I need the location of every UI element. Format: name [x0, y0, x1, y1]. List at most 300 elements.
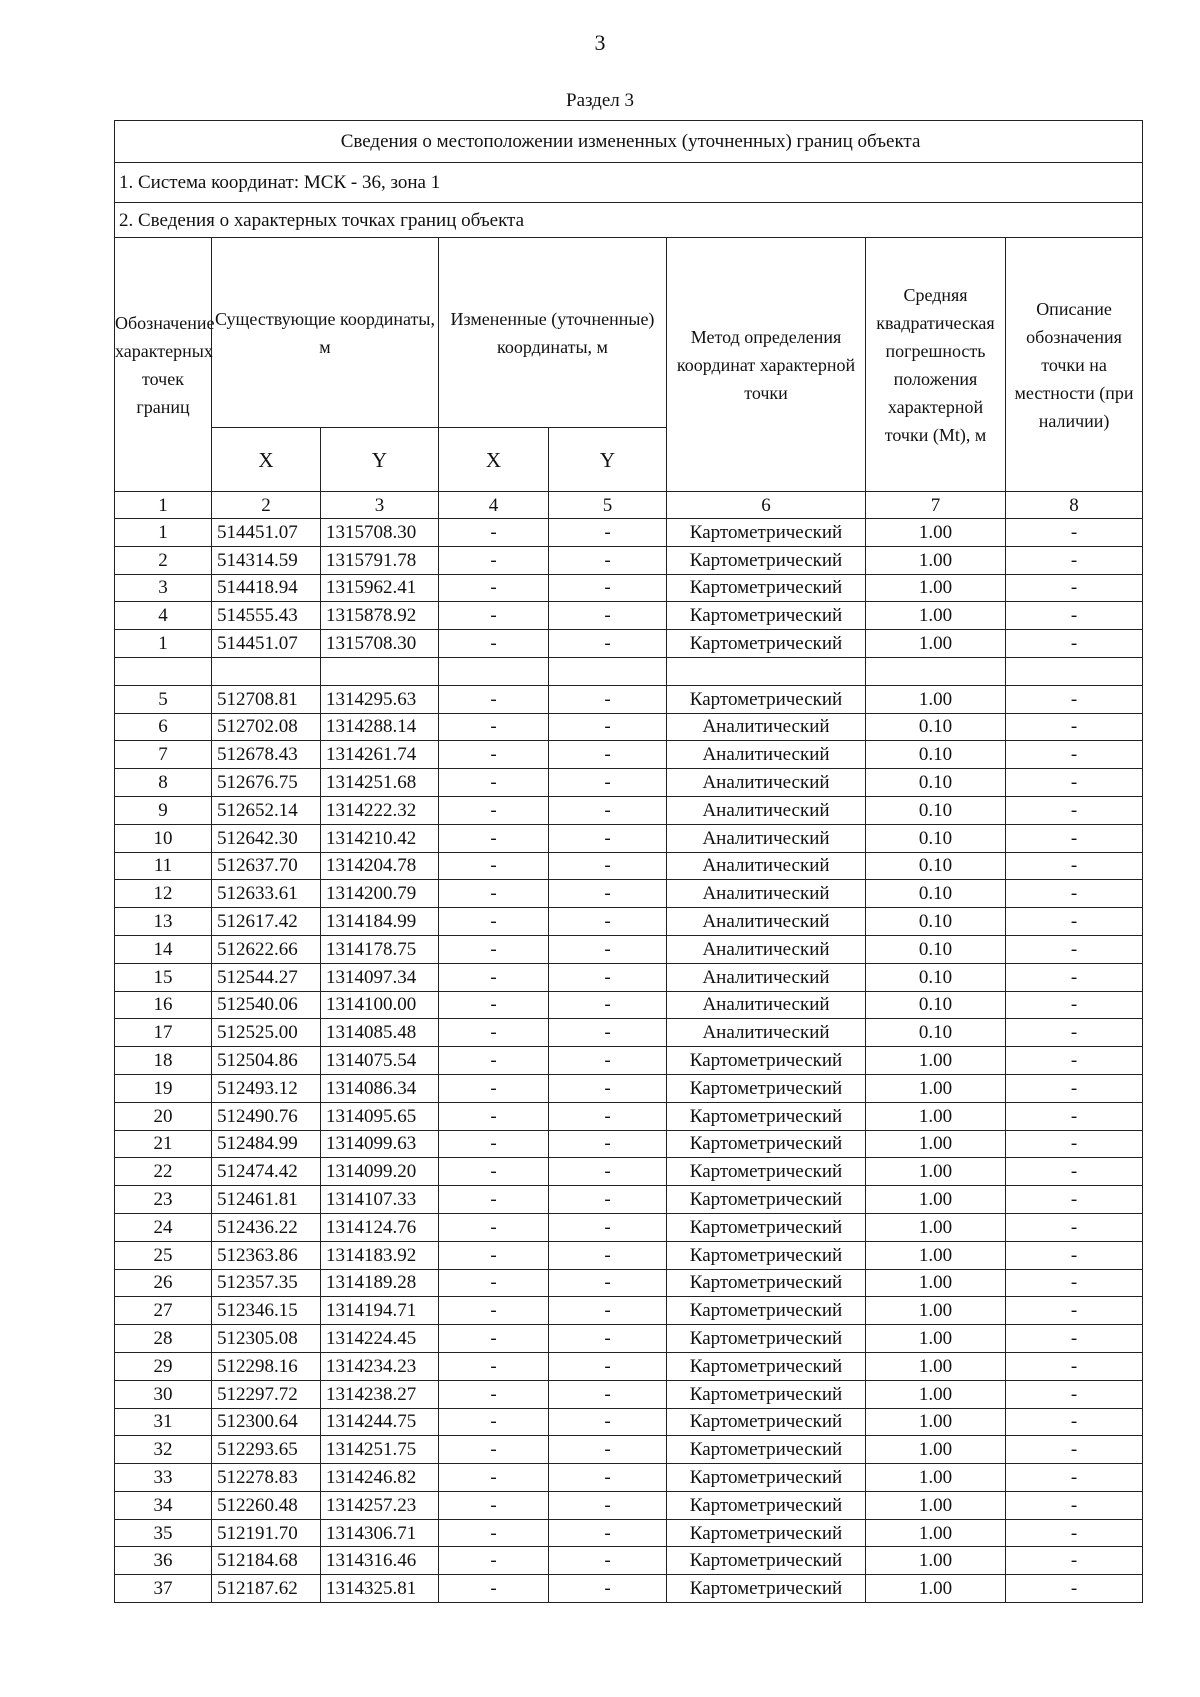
changed-x-cell: - [439, 1380, 549, 1408]
description-cell: - [1006, 796, 1143, 824]
changed-y-cell: - [549, 1186, 667, 1214]
description-cell: - [1006, 1436, 1143, 1464]
method-cell: Аналитический [667, 824, 866, 852]
error-cell: 1.00 [866, 1352, 1006, 1380]
point-number-cell: 12 [115, 880, 212, 908]
changed-x-cell: - [439, 935, 549, 963]
column-number: 2 [212, 492, 321, 519]
existing-x-cell: 512504.86 [212, 1047, 321, 1075]
description-cell: - [1006, 602, 1143, 630]
description-cell [1006, 657, 1143, 685]
changed-x-cell: - [439, 741, 549, 769]
table-row [115, 1325, 1143, 1353]
method-cell: Картометрический [667, 1213, 866, 1241]
point-number-cell: 30 [115, 1380, 212, 1408]
description-cell: - [1006, 1241, 1143, 1269]
changed-x-cell: - [439, 880, 549, 908]
header-point-designation: Обозначение характерных точек границ [115, 238, 212, 492]
point-number-cell: 31 [115, 1408, 212, 1436]
method-cell: Картометрический [667, 1380, 866, 1408]
table-row [115, 1436, 1143, 1464]
point-number-cell: 25 [115, 1241, 212, 1269]
error-cell: 1.00 [866, 1241, 1006, 1269]
point-number-cell: 18 [115, 1047, 212, 1075]
existing-x-cell: 512297.72 [212, 1380, 321, 1408]
method-cell: Картометрический [667, 546, 866, 574]
changed-x-cell: - [439, 1074, 549, 1102]
existing-y-cell: 1314194.71 [321, 1297, 439, 1325]
existing-x-cell: 514418.94 [212, 574, 321, 602]
table-row [115, 1130, 1143, 1158]
method-cell: Картометрический [667, 1130, 866, 1158]
method-cell: Картометрический [667, 1325, 866, 1353]
method-cell: Картометрический [667, 574, 866, 602]
error-cell: 0.10 [866, 741, 1006, 769]
existing-x-cell: 512622.66 [212, 935, 321, 963]
table-row [115, 1380, 1143, 1408]
point-number-cell: 9 [115, 796, 212, 824]
changed-x-cell: - [439, 630, 549, 658]
point-number-cell: 1 [115, 519, 212, 547]
point-number-cell: 19 [115, 1074, 212, 1102]
description-cell: - [1006, 1325, 1143, 1353]
table-row [115, 1491, 1143, 1519]
description-cell: - [1006, 1269, 1143, 1297]
table-row [115, 1158, 1143, 1186]
changed-x-cell: - [439, 519, 549, 547]
existing-x-cell: 512305.08 [212, 1325, 321, 1353]
error-cell: 1.00 [866, 1269, 1006, 1297]
changed-x-cell: - [439, 824, 549, 852]
existing-x-cell: 512260.48 [212, 1491, 321, 1519]
table-row [115, 880, 1143, 908]
table-row [115, 1102, 1143, 1130]
point-number-cell: 11 [115, 852, 212, 880]
error-cell: 1.00 [866, 630, 1006, 658]
error-cell: 1.00 [866, 1464, 1006, 1492]
changed-y-cell: - [549, 1325, 667, 1353]
description-cell: - [1006, 1297, 1143, 1325]
method-cell [667, 657, 866, 685]
method-cell: Аналитический [667, 852, 866, 880]
header-existing-x: X [212, 428, 321, 492]
existing-y-cell: 1314100.00 [321, 991, 439, 1019]
description-cell: - [1006, 852, 1143, 880]
method-cell: Аналитический [667, 713, 866, 741]
existing-x-cell: 512702.08 [212, 713, 321, 741]
table-row [115, 602, 1143, 630]
changed-x-cell: - [439, 602, 549, 630]
existing-x-cell: 512652.14 [212, 796, 321, 824]
error-cell: 0.10 [866, 991, 1006, 1019]
method-cell: Картометрический [667, 602, 866, 630]
table-row [115, 546, 1143, 574]
changed-y-cell: - [549, 908, 667, 936]
error-cell: 1.00 [866, 1325, 1006, 1353]
changed-y-cell: - [549, 1158, 667, 1186]
error-cell: 1.00 [866, 1186, 1006, 1214]
method-cell: Картометрический [667, 1186, 866, 1214]
error-cell: 1.00 [866, 1074, 1006, 1102]
method-cell: Аналитический [667, 880, 866, 908]
existing-x-cell [212, 657, 321, 685]
error-cell: 0.10 [866, 852, 1006, 880]
existing-y-cell: 1314251.75 [321, 1436, 439, 1464]
changed-y-cell: - [549, 824, 667, 852]
changed-y-cell: - [549, 991, 667, 1019]
description-cell: - [1006, 1186, 1143, 1214]
changed-x-cell: - [439, 1436, 549, 1464]
changed-x-cell: - [439, 1158, 549, 1186]
header-changed-x: X [439, 428, 549, 492]
table-row [115, 769, 1143, 797]
error-cell: 1.00 [866, 1547, 1006, 1575]
table-row [115, 852, 1143, 880]
error-cell: 1.00 [866, 602, 1006, 630]
existing-x-cell: 512474.42 [212, 1158, 321, 1186]
existing-y-cell: 1314222.32 [321, 796, 439, 824]
changed-y-cell: - [549, 685, 667, 713]
changed-y-cell: - [549, 1547, 667, 1575]
description-cell: - [1006, 713, 1143, 741]
point-number-cell: 21 [115, 1130, 212, 1158]
existing-x-cell: 512493.12 [212, 1074, 321, 1102]
method-cell: Аналитический [667, 963, 866, 991]
existing-y-cell: 1314257.23 [321, 1491, 439, 1519]
error-cell: 0.10 [866, 880, 1006, 908]
method-cell: Картометрический [667, 1464, 866, 1492]
description-cell: - [1006, 741, 1143, 769]
changed-y-cell: - [549, 574, 667, 602]
error-cell: 1.00 [866, 574, 1006, 602]
existing-y-cell: 1315962.41 [321, 574, 439, 602]
method-cell: Аналитический [667, 796, 866, 824]
existing-y-cell: 1314107.33 [321, 1186, 439, 1214]
changed-y-cell: - [549, 519, 667, 547]
description-cell: - [1006, 991, 1143, 1019]
changed-x-cell: - [439, 963, 549, 991]
method-cell: Картометрический [667, 1269, 866, 1297]
description-cell: - [1006, 935, 1143, 963]
description-cell: - [1006, 1213, 1143, 1241]
existing-y-cell: 1314097.34 [321, 963, 439, 991]
existing-x-cell: 512617.42 [212, 908, 321, 936]
existing-y-cell: 1314210.42 [321, 824, 439, 852]
changed-x-cell: - [439, 991, 549, 1019]
existing-y-cell: 1314184.99 [321, 908, 439, 936]
existing-x-cell: 512637.70 [212, 852, 321, 880]
method-cell: Аналитический [667, 741, 866, 769]
header-changed-coords: Измененные (уточненные) координаты, м [439, 238, 667, 428]
existing-y-cell: 1315878.92 [321, 602, 439, 630]
column-number: 6 [667, 492, 866, 519]
existing-y-cell: 1314204.78 [321, 852, 439, 880]
changed-x-cell: - [439, 769, 549, 797]
header-error: Средняя квадратическая погрешность положения характерной точки (Mt), м [866, 238, 1006, 492]
point-number-cell: 22 [115, 1158, 212, 1186]
changed-y-cell: - [549, 1047, 667, 1075]
method-cell: Картометрический [667, 1436, 866, 1464]
table-row [115, 908, 1143, 936]
error-cell: 1.00 [866, 685, 1006, 713]
method-cell: Картометрический [667, 1297, 866, 1325]
point-number-cell: 27 [115, 1297, 212, 1325]
table-row [115, 1519, 1143, 1547]
table-title: Сведения о местоположении измененных (уточненных) границ объекта [115, 121, 1143, 163]
changed-y-cell: - [549, 1241, 667, 1269]
error-cell: 1.00 [866, 1519, 1006, 1547]
method-cell: Аналитический [667, 1019, 866, 1047]
existing-y-cell: 1314085.48 [321, 1019, 439, 1047]
method-cell: Аналитический [667, 991, 866, 1019]
point-number-cell: 24 [115, 1213, 212, 1241]
point-number-cell: 8 [115, 769, 212, 797]
point-number-cell [115, 657, 212, 685]
method-cell: Картометрический [667, 685, 866, 713]
changed-x-cell: - [439, 1019, 549, 1047]
changed-x-cell: - [439, 685, 549, 713]
error-cell: 1.00 [866, 1491, 1006, 1519]
existing-y-cell: 1314099.20 [321, 1158, 439, 1186]
description-cell: - [1006, 1102, 1143, 1130]
description-cell: - [1006, 1130, 1143, 1158]
error-cell: 1.00 [866, 1297, 1006, 1325]
changed-x-cell: - [439, 1269, 549, 1297]
existing-x-cell: 512278.83 [212, 1464, 321, 1492]
point-number-cell: 7 [115, 741, 212, 769]
existing-x-cell: 514555.43 [212, 602, 321, 630]
error-cell: 1.00 [866, 1213, 1006, 1241]
changed-x-cell: - [439, 1352, 549, 1380]
changed-y-cell: - [549, 1519, 667, 1547]
table-row [115, 1575, 1143, 1603]
description-cell: - [1006, 1074, 1143, 1102]
column-number: 3 [321, 492, 439, 519]
error-cell: 0.10 [866, 713, 1006, 741]
error-cell: 0.10 [866, 935, 1006, 963]
point-number-cell: 6 [115, 713, 212, 741]
description-cell: - [1006, 546, 1143, 574]
existing-x-cell: 512642.30 [212, 824, 321, 852]
error-cell: 0.10 [866, 963, 1006, 991]
existing-x-cell: 512363.86 [212, 1241, 321, 1269]
error-cell: 1.00 [866, 1130, 1006, 1158]
existing-y-cell: 1314246.82 [321, 1464, 439, 1492]
description-cell: - [1006, 519, 1143, 547]
changed-y-cell: - [549, 1380, 667, 1408]
existing-x-cell: 512346.15 [212, 1297, 321, 1325]
changed-y-cell: - [549, 1130, 667, 1158]
existing-x-cell: 514451.07 [212, 630, 321, 658]
changed-y-cell: - [549, 1269, 667, 1297]
changed-y-cell: - [549, 963, 667, 991]
column-number: 5 [549, 492, 667, 519]
method-cell: Картометрический [667, 1575, 866, 1603]
changed-x-cell: - [439, 1186, 549, 1214]
column-number: 8 [1006, 492, 1143, 519]
changed-y-cell: - [549, 935, 667, 963]
existing-y-cell: 1314244.75 [321, 1408, 439, 1436]
method-cell: Картометрический [667, 1241, 866, 1269]
changed-y-cell: - [549, 713, 667, 741]
table-row [115, 1047, 1143, 1075]
point-number-cell: 36 [115, 1547, 212, 1575]
existing-x-cell: 512633.61 [212, 880, 321, 908]
column-number: 1 [115, 492, 212, 519]
boundary-points-table [114, 120, 1143, 1603]
existing-x-cell: 512357.35 [212, 1269, 321, 1297]
description-cell: - [1006, 1519, 1143, 1547]
point-number-cell: 17 [115, 1019, 212, 1047]
table-row [115, 1547, 1143, 1575]
existing-x-cell: 512484.99 [212, 1130, 321, 1158]
description-cell: - [1006, 1158, 1143, 1186]
error-cell: 0.10 [866, 1019, 1006, 1047]
point-number-cell: 23 [115, 1186, 212, 1214]
changed-y-cell: - [549, 741, 667, 769]
existing-x-cell: 512540.06 [212, 991, 321, 1019]
existing-y-cell: 1315708.30 [321, 630, 439, 658]
point-number-cell: 35 [115, 1519, 212, 1547]
existing-x-cell: 512187.62 [212, 1575, 321, 1603]
table-row [115, 657, 1143, 685]
changed-x-cell: - [439, 1519, 549, 1547]
changed-y-cell: - [549, 769, 667, 797]
description-cell: - [1006, 880, 1143, 908]
changed-y-cell: - [549, 546, 667, 574]
method-cell: Картометрический [667, 1352, 866, 1380]
existing-x-cell: 512461.81 [212, 1186, 321, 1214]
changed-y-cell: - [549, 1491, 667, 1519]
existing-x-cell: 512300.64 [212, 1408, 321, 1436]
changed-x-cell: - [439, 852, 549, 880]
changed-x-cell: - [439, 1547, 549, 1575]
existing-y-cell: 1315708.30 [321, 519, 439, 547]
changed-y-cell: - [549, 1213, 667, 1241]
table-row [115, 1213, 1143, 1241]
point-number-cell: 2 [115, 546, 212, 574]
description-cell: - [1006, 908, 1143, 936]
section-title: Раздел 3 [566, 90, 634, 111]
changed-x-cell: - [439, 546, 549, 574]
changed-x-cell: - [439, 713, 549, 741]
description-cell: - [1006, 1019, 1143, 1047]
changed-y-cell: - [549, 852, 667, 880]
point-number-cell: 29 [115, 1352, 212, 1380]
changed-x-cell: - [439, 1297, 549, 1325]
changed-x-cell: - [439, 1491, 549, 1519]
point-number-cell: 14 [115, 935, 212, 963]
existing-y-cell: 1314075.54 [321, 1047, 439, 1075]
point-number-cell: 26 [115, 1269, 212, 1297]
table-row [115, 574, 1143, 602]
table-row [115, 796, 1143, 824]
existing-x-cell: 512293.65 [212, 1436, 321, 1464]
point-number-cell: 10 [115, 824, 212, 852]
existing-y-cell: 1314183.92 [321, 1241, 439, 1269]
existing-y-cell [321, 657, 439, 685]
method-cell: Аналитический [667, 908, 866, 936]
point-number-cell: 3 [115, 574, 212, 602]
error-cell: 0.10 [866, 908, 1006, 936]
description-cell: - [1006, 1464, 1143, 1492]
changed-x-cell: - [439, 796, 549, 824]
description-cell: - [1006, 574, 1143, 602]
method-cell: Аналитический [667, 769, 866, 797]
point-number-cell: 4 [115, 602, 212, 630]
table-row [115, 824, 1143, 852]
description-cell: - [1006, 963, 1143, 991]
table-row [115, 963, 1143, 991]
existing-x-cell: 514314.59 [212, 546, 321, 574]
existing-x-cell: 512191.70 [212, 1519, 321, 1547]
table-row [115, 935, 1143, 963]
method-cell: Картометрический [667, 1519, 866, 1547]
table-row [115, 713, 1143, 741]
error-cell: 1.00 [866, 1047, 1006, 1075]
existing-x-cell: 512525.00 [212, 1019, 321, 1047]
description-cell: - [1006, 1408, 1143, 1436]
existing-x-cell: 512184.68 [212, 1547, 321, 1575]
column-number: 7 [866, 492, 1006, 519]
changed-y-cell: - [549, 1464, 667, 1492]
existing-y-cell: 1314238.27 [321, 1380, 439, 1408]
description-cell: - [1006, 630, 1143, 658]
table-row [115, 1464, 1143, 1492]
existing-x-cell: 512708.81 [212, 685, 321, 713]
point-number-cell: 28 [115, 1325, 212, 1353]
changed-x-cell: - [439, 1464, 549, 1492]
existing-x-cell: 512676.75 [212, 769, 321, 797]
method-cell: Картометрический [667, 1047, 866, 1075]
changed-x-cell: - [439, 1241, 549, 1269]
error-cell: 1.00 [866, 1575, 1006, 1603]
existing-y-cell: 1314261.74 [321, 741, 439, 769]
header-description: Описание обозначения точки на местности (при наличии) [1006, 238, 1143, 492]
coord-system: 1. Система координат: МСК - 36, зона 1 [115, 163, 1143, 203]
changed-y-cell [549, 657, 667, 685]
point-number-cell: 13 [115, 908, 212, 936]
table-row [115, 1241, 1143, 1269]
error-cell: 0.10 [866, 824, 1006, 852]
point-number-cell: 1 [115, 630, 212, 658]
point-number-cell: 15 [115, 963, 212, 991]
changed-x-cell: - [439, 1213, 549, 1241]
changed-x-cell: - [439, 1047, 549, 1075]
changed-x-cell: - [439, 574, 549, 602]
point-number-cell: 32 [115, 1436, 212, 1464]
description-cell: - [1006, 1491, 1143, 1519]
description-cell: - [1006, 685, 1143, 713]
table-row [115, 1297, 1143, 1325]
error-cell: 1.00 [866, 546, 1006, 574]
header-changed-y: Y [549, 428, 667, 492]
changed-y-cell: - [549, 1352, 667, 1380]
method-cell: Картометрический [667, 1158, 866, 1186]
method-cell: Картометрический [667, 1547, 866, 1575]
method-cell: Картометрический [667, 1408, 866, 1436]
existing-y-cell: 1314200.79 [321, 880, 439, 908]
point-number-cell: 33 [115, 1464, 212, 1492]
changed-x-cell: - [439, 1130, 549, 1158]
table-row [115, 741, 1143, 769]
column-number: 4 [439, 492, 549, 519]
changed-x-cell: - [439, 1102, 549, 1130]
error-cell: 1.00 [866, 1102, 1006, 1130]
error-cell: 1.00 [866, 1380, 1006, 1408]
existing-y-cell: 1314234.23 [321, 1352, 439, 1380]
method-cell: Аналитический [667, 935, 866, 963]
